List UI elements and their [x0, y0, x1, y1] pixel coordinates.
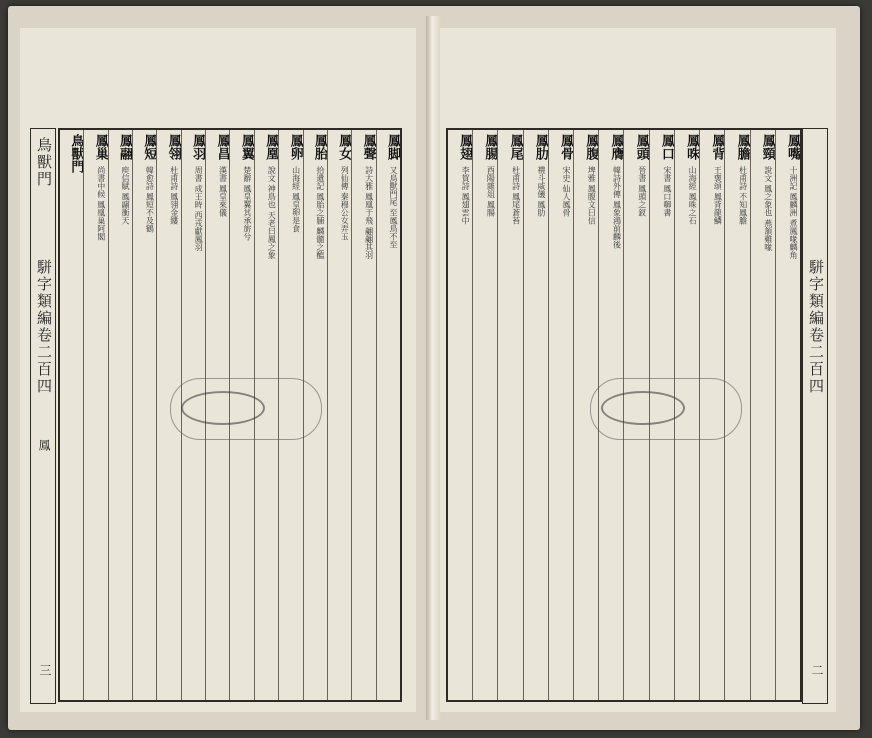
entry-heading: 鳳咮	[684, 134, 700, 160]
entry-heading: 鳳女	[336, 134, 352, 160]
entry-gloss: 詩大雅 鳳凰于飛 翽翽其羽	[364, 166, 374, 260]
entry-gloss: 埤雅 鳳腹文曰信	[587, 166, 597, 225]
text-column	[132, 130, 156, 700]
text-column	[83, 130, 107, 700]
text-column	[448, 130, 472, 700]
entry-gloss: 說文 鳳之象也 燕頷雞喙	[763, 166, 773, 252]
entry-heading: 鳳膽	[734, 134, 750, 160]
entry-gloss: 韓詩外傳 鳳象鴻前麟後	[612, 166, 622, 249]
text-column	[523, 130, 548, 700]
entry-heading: 鳳尾	[507, 134, 523, 160]
text-column	[376, 130, 400, 700]
entry-heading: 鳥獸門	[68, 134, 84, 173]
entry-gloss: 山海經 鳳皇卵是食	[291, 166, 301, 233]
entry-gloss: 拾遺記 鳳胎之脯 麟髓之醢	[315, 166, 325, 260]
entry-heading: 鳳凰	[263, 134, 279, 160]
left-page	[20, 28, 416, 712]
entry-heading: 鳳脚	[385, 134, 400, 160]
entry-gloss: 韓愈詩 鳳短不及鶴	[145, 166, 155, 233]
entry-gloss: 楚辭 鳳皇翼其承旂兮	[242, 166, 252, 241]
entry-heading: 鳳羽	[190, 134, 206, 160]
entry-gloss: 李賀詩 鳳翅雲中	[461, 166, 471, 225]
entry-gloss: 杜甫詩 鳳翎金縷	[169, 166, 179, 225]
entry-gloss: 晉書 鳳頭之釵	[637, 166, 647, 217]
entry-heading: 鳳肋	[532, 134, 548, 160]
text-column	[548, 130, 573, 700]
entry-gloss: 漢書 鳳皇來儀	[218, 166, 228, 217]
entry-heading: 鳳頭	[633, 134, 649, 160]
entry-heading: 鳳翅	[457, 134, 473, 160]
entry-heading: 鳳卵	[287, 134, 303, 160]
text-column	[351, 130, 375, 700]
seal-stamp	[170, 378, 322, 440]
book-spread	[8, 6, 860, 730]
entry-heading: 鳳聲	[360, 134, 376, 160]
entry-gloss: 杜甫詩 鳳尾蒼苔	[511, 166, 521, 225]
entry-heading: 鳳翮	[117, 134, 133, 160]
entry-gloss: 庾信賦 鳳翮衝天	[121, 166, 131, 225]
entry-gloss: 十洲記 鳳麟洲 煮鳳喙麟角	[789, 166, 798, 260]
text-column	[750, 130, 775, 700]
left-page-number: 三	[38, 664, 52, 678]
entry-heading: 鳳翼	[238, 134, 254, 160]
right-page-number: 二	[810, 664, 824, 678]
left-margin-sub: 鳳	[37, 439, 51, 453]
entry-heading: 鳳骨	[558, 134, 574, 160]
right-margin-title: 駢字類編卷二百四	[807, 259, 825, 395]
left-margin-column	[30, 128, 56, 704]
left-margin-section: 鳥獸門	[35, 137, 53, 188]
entry-heading: 鳳昌	[214, 134, 230, 160]
entry-heading: 鳳腹	[583, 134, 599, 160]
text-column	[472, 130, 497, 700]
text-column	[497, 130, 522, 700]
entry-heading: 鳳腸	[482, 134, 498, 160]
entry-heading: 鳳翎	[165, 134, 181, 160]
entry-heading: 鳳短	[141, 134, 157, 160]
right-page	[440, 28, 836, 712]
seal-stamp	[590, 378, 742, 440]
entry-gloss: 周書 成王時 西戎獻鳳羽	[194, 166, 204, 252]
left-margin-title: 駢字類編卷二百四	[35, 259, 53, 395]
entry-heading: 鳳胎	[311, 134, 327, 160]
entry-heading: 鳳頸	[759, 134, 775, 160]
text-column	[327, 130, 351, 700]
text-column	[60, 130, 83, 700]
entry-heading: 鳳口	[658, 134, 674, 160]
entry-heading: 鳳巢	[92, 134, 108, 160]
entry-gloss: 宋書 鳳口啣書	[662, 166, 672, 217]
entry-gloss: 尚書中候 鳳凰巢阿閣	[96, 166, 106, 241]
entry-heading: 鳳膺	[608, 134, 624, 160]
entry-gloss: 列仙傳 秦穆公女弄玉	[340, 166, 350, 241]
text-column	[775, 130, 800, 700]
entry-gloss: 宋史 仙人鳳骨	[562, 166, 572, 217]
entry-gloss: 山海經 鳳咮之石	[688, 166, 698, 225]
entry-gloss: 王褒頌 鳳背龍鱗	[713, 166, 723, 225]
entry-heading: 鳳背	[709, 134, 725, 160]
entry-gloss: 又鳥獸門尾 至鳳鳥不至	[389, 166, 398, 249]
entry-gloss: 杜甫詩 不知鳳膽	[738, 166, 748, 225]
text-column	[108, 130, 132, 700]
entry-gloss: 禮斗威儀 鳳肋	[536, 166, 546, 217]
entry-gloss: 說文 神鳥也 天老曰鳳之象	[267, 166, 277, 260]
right-margin-column	[802, 128, 828, 704]
entry-gloss: 酉陽雜俎 鳳腸	[486, 166, 496, 217]
entry-heading: 鳳嘴	[785, 134, 800, 160]
